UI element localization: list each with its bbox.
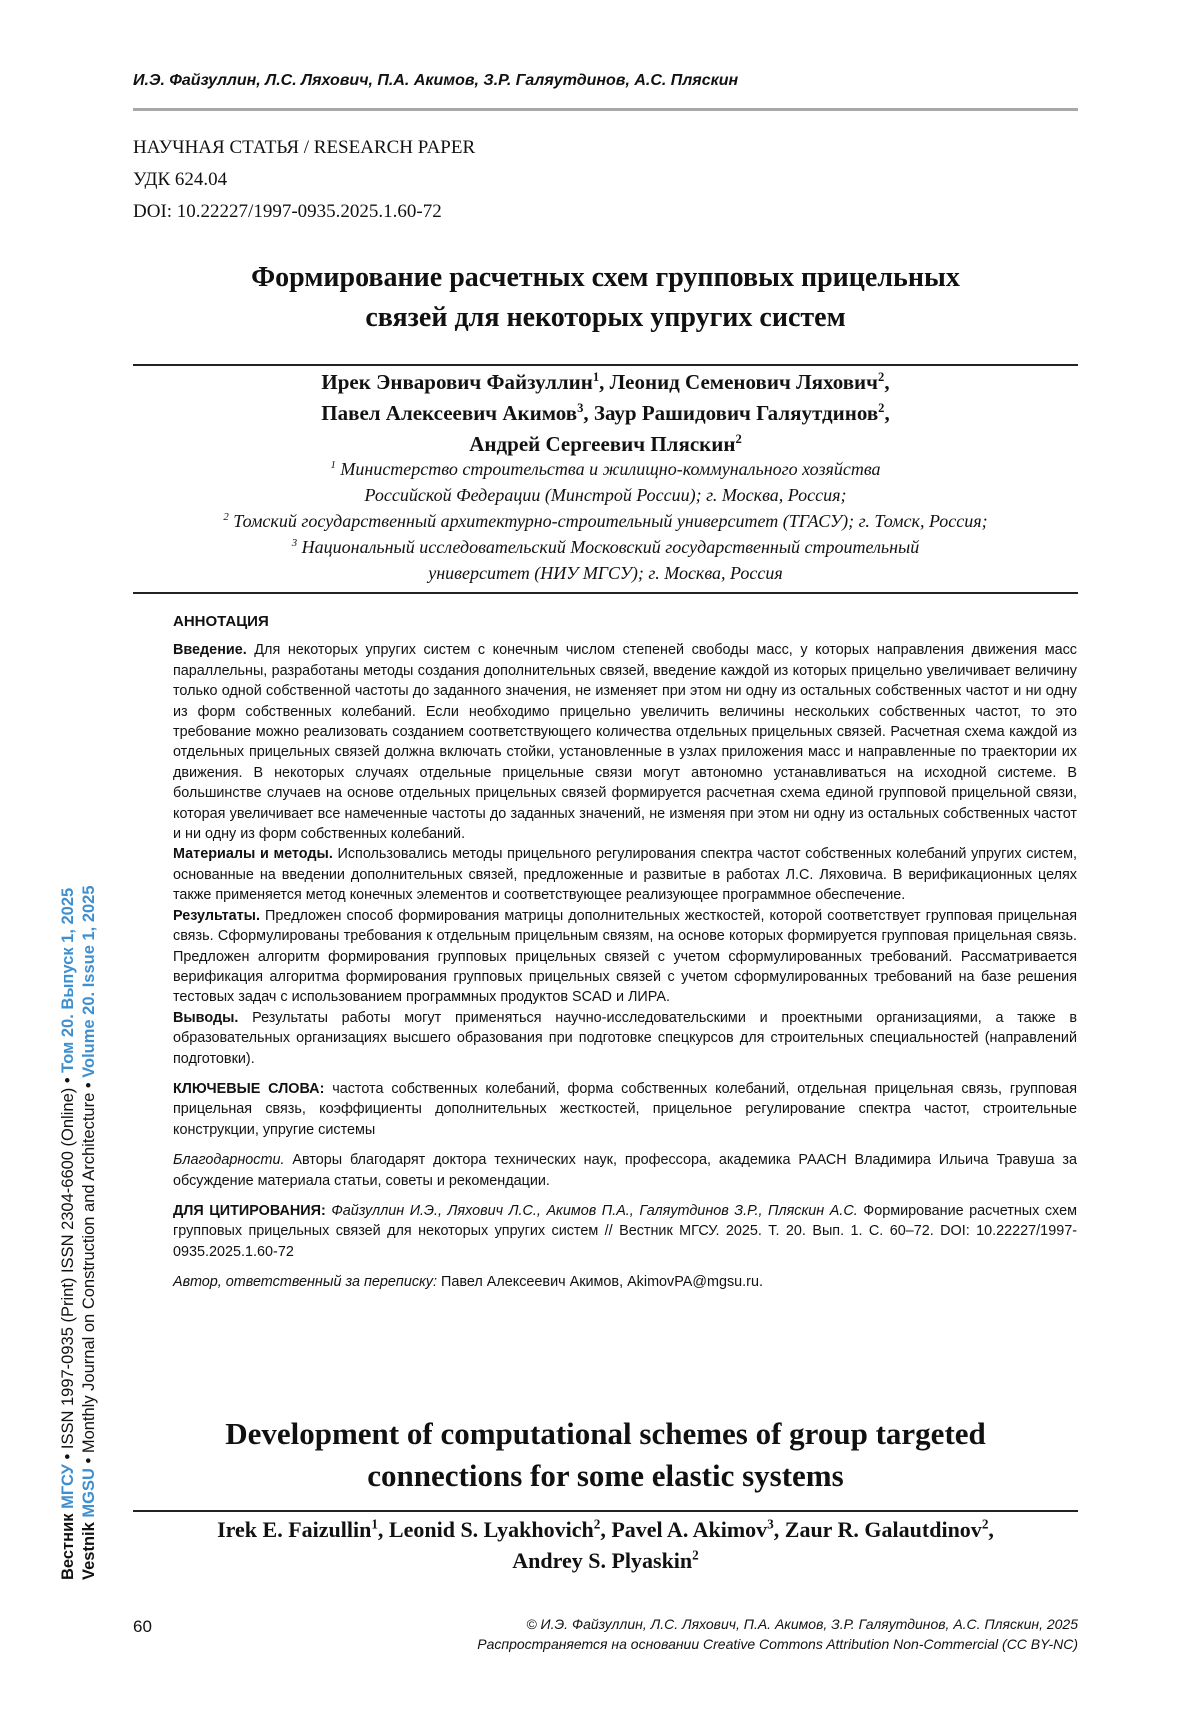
author-affil-sup: 2 — [878, 370, 884, 384]
author-separator: , — [378, 1517, 389, 1542]
author-affil-sup: 2 — [982, 1517, 989, 1532]
affiliation-line: Министерство строительства и жилищно-коммунального хозяйства — [336, 459, 881, 479]
author-name: Leonid S. Lyakhovich — [389, 1517, 594, 1542]
udk-code: УДК 624.04 — [133, 164, 475, 196]
article-type: НАУЧНАЯ СТАТЬЯ / RESEARCH PAPER — [133, 132, 475, 164]
acknowledgments-label: Благодарности. — [173, 1152, 285, 1168]
correspondence — [173, 1272, 1077, 1292]
results-label: Результаты. — [173, 908, 260, 924]
author-affil-sup: 2 — [878, 401, 884, 415]
conclusions-label: Выводы. — [173, 1010, 238, 1026]
volume-ru: Том 20. Выпуск 1, 2025 — [59, 888, 77, 1073]
title-ru-line2: связей для некоторых упругих систем — [133, 298, 1078, 338]
sidebar-line-ru — [58, 740, 79, 1580]
abstract-results — [173, 906, 1077, 1008]
author-name: Ирек Энварович Файзуллин — [321, 370, 592, 394]
keywords-label: КЛЮЧЕВЫЕ СЛОВА: — [173, 1081, 324, 1097]
author-affil-sup: 2 — [692, 1548, 699, 1563]
volume-en: Volume 20. Issue 1, 2025 — [80, 885, 98, 1077]
abstract-block — [173, 612, 1077, 1293]
author-affil-sup: 2 — [735, 432, 741, 446]
correspondence-label: Автор, ответственный за переписку: — [173, 1274, 437, 1290]
author-separator: , — [884, 401, 889, 425]
authors-en — [133, 1514, 1078, 1576]
affiliations — [133, 456, 1078, 586]
journal-brand-en: MGSU — [80, 1468, 98, 1518]
acknowledgments — [173, 1150, 1077, 1191]
affiliation-line: Томский государственный архитектурно-строительный университет (ТГАСУ); г. Томск, Россия; — [229, 511, 988, 531]
header-divider — [133, 108, 1078, 111]
authors-ru — [133, 367, 1078, 460]
title-en-line2: connections for some elastic systems — [133, 1455, 1078, 1497]
abstract-methods — [173, 844, 1077, 905]
acknowledgments-text: Авторы благодарят доктора технических наук, профессора, академика РААСН Владимира Ильича Травуша за обсуждение материала статьи, советы и рекомендации. — [173, 1152, 1077, 1188]
keywords-text: частота собственных колебаний, форма собственных колебаний, отдельная прицельная связь, групповая прицельная связь, коэффициенты дополнительных жесткостей, прицельное регулирование спектра частот, строительные конструкции, упругие системы — [173, 1081, 1077, 1138]
abstract-heading: АННОТАЦИЯ — [173, 612, 1077, 632]
citation-authors: Файзуллин И.Э., Ляхович Л.С., Акимов П.А., Галяутдинов З.Р., Пляскин А.С. — [326, 1203, 858, 1219]
citation — [173, 1201, 1077, 1262]
correspondence-text[interactable]: Павел Алексеевич Акимов, AkimovPA@mgsu.ru. — [437, 1274, 763, 1290]
license-line: Распространяется на основании Creative Commons Attribution Non-Commercial (CC BY-NC) — [477, 1634, 1078, 1654]
article-title-en — [133, 1413, 1078, 1497]
author-separator: , — [599, 370, 610, 394]
intro-text: Для некоторых упругих систем с конечным числом степеней свободы масс, у которых направления движения масс параллельны, разработаны методы создания дополнительных связей, введение каждой из которых прицельно увеличивает величину только одной собственной частоты до заданного значения, не изменяет при этом ни одну из остальных собственных частот и ни одну из форм собственных колебаний. Если необходимо прицельно увеличить величины нескольких собственных частот, то это требование можно реализовать созданием соответствующего количества отдельных прицельных связей. Расчетная схема каждой из отдельных прицельных связей должна включать стойки, установленные в узлах приложения масс и направленные по траектории их движения. В некоторых случаях отдельные прицельные связи могут автономно устанавливаться на исходной системе. В большинстве случаев на основе отдельных прицельных связей формируется расчетная схема единой групповой прицельной связи, которая увеличивает все намеченные частоты до заданных значений, не изменяя при этом ни одну из остальных собственных частот и ни одну из форм собственных колебаний. — [173, 642, 1077, 842]
copyright-block — [477, 1614, 1078, 1654]
author-affil-sup: 1 — [371, 1517, 378, 1532]
article-meta — [133, 132, 475, 228]
conclusions-text: Результаты работы могут применяться научно-исследовательскими и проектными организациями, а также в образовательных организациях высшего образования при подготовке спецкурсов для строительных специальностей (направлений подготовки). — [173, 1010, 1077, 1067]
copyright-line: © И.Э. Файзуллин, Л.С. Ляхович, П.А. Акимов, З.Р. Галяутдинов, А.С. Пляскин, 2025 — [477, 1614, 1078, 1634]
affil-sup: 2 — [223, 511, 228, 523]
author-affil-sup: 3 — [767, 1517, 774, 1532]
author-separator: , — [988, 1517, 994, 1542]
affiliations-divider — [133, 592, 1078, 594]
keywords — [173, 1079, 1077, 1140]
doi[interactable]: DOI: 10.22227/1997-0935.2025.1.60-72 — [133, 196, 475, 228]
citation-label: ДЛЯ ЦИТИРОВАНИЯ: — [173, 1203, 326, 1219]
author-affil-sup: 2 — [594, 1517, 601, 1532]
author-name: Irek E. Faizullin — [217, 1517, 371, 1542]
title-ru-line1: Формирование расчетных схем групповых прицельных — [133, 258, 1078, 298]
citation-text: Формирование расчетных схем групповых прицельных связей для некоторых упругих систем // Вестник МГСУ. 2025. Т. 20. Вып. 1. С. 60–72. DOI: 10.22227/1997-0935.2025.1.60-72 — [173, 1203, 1077, 1260]
methods-label: Материалы и методы. — [173, 846, 333, 862]
author-name: Zaur R. Galautdinov — [785, 1517, 982, 1542]
article-title-ru — [133, 258, 1078, 338]
affil-sup: 1 — [330, 459, 335, 471]
title-en-divider — [133, 1510, 1078, 1512]
title-divider — [133, 364, 1078, 366]
intro-label: Введение. — [173, 642, 247, 658]
author-separator: , — [600, 1517, 611, 1542]
author-name: Андрей Сергеевич Пляскин — [469, 432, 735, 456]
running-head: И.Э. Файзуллин, Л.С. Ляхович, П.А. Акимов, З.Р. Галяутдинов, А.С. Пляскин — [133, 72, 738, 90]
journal-name-ru: Вестник — [59, 1509, 77, 1580]
author-name: Павел Алексеевич Акимов — [321, 401, 577, 425]
author-affil-sup: 1 — [593, 370, 599, 384]
author-separator: , — [774, 1517, 785, 1542]
journal-brand-ru: МГСУ — [59, 1464, 77, 1509]
affiliation-line: Национальный исследовательский Московский государственный строительный — [297, 537, 919, 557]
journal-sidebar — [58, 740, 102, 1580]
affiliation-line: университет (НИУ МГСУ); г. Москва, Россия — [133, 560, 1078, 586]
author-affil-sup: 3 — [577, 401, 583, 415]
journal-name-en: Vestnik — [80, 1518, 98, 1580]
title-en-line1: Development of computational schemes of group targeted — [133, 1413, 1078, 1455]
author-separator: , — [583, 401, 594, 425]
author-name: Andrey S. Plyaskin — [512, 1548, 692, 1573]
affil-sup: 3 — [292, 537, 297, 549]
author-name: Pavel A. Akimov — [611, 1517, 767, 1542]
page-number: 60 — [133, 1617, 152, 1637]
author-name: Заур Рашидович Галяутдинов — [594, 401, 878, 425]
methods-text: Использовались методы прицельного регулирования спектра частот собственных колебаний упругих систем, основанные на введении дополнительных связей, предложенные и развитые в работах Л.С. Ляховича. В верификационных целях также применяется метод конечных элементов и соответствующее реализующее программное обеспечение. — [173, 846, 1077, 903]
author-name: Леонид Семенович Ляхович — [610, 370, 878, 394]
issn-text: • ISSN 1997-0935 (Print) ISSN 2304-6600 (Online) • — [59, 1073, 77, 1464]
abstract-conclusions — [173, 1008, 1077, 1069]
affiliation-line: Российской Федерации (Минстрой России); г. Москва, Россия; — [133, 482, 1078, 508]
results-text: Предложен способ формирования матрицы дополнительных жесткостей, которой соответствует групповая прицельная связь. Сформулированы требования к отдельным прицельным связям, на основе которых формируется групповая прицельная связь. Предложен алгоритм формирования групповых прицельных связей с учетом сформулированных требований. Рассматривается верификация алгоритма формирования групповых прицельных связей с учетом сформулированных требований на базе решения тестовых задач с использованием программных продуктов SCAD и ЛИРА. — [173, 908, 1077, 1006]
sidebar-line-en — [79, 740, 100, 1580]
journal-subtitle: • Monthly Journal on Construction and Architecture • — [80, 1078, 98, 1468]
abstract-intro — [173, 640, 1077, 844]
author-separator: , — [884, 370, 889, 394]
